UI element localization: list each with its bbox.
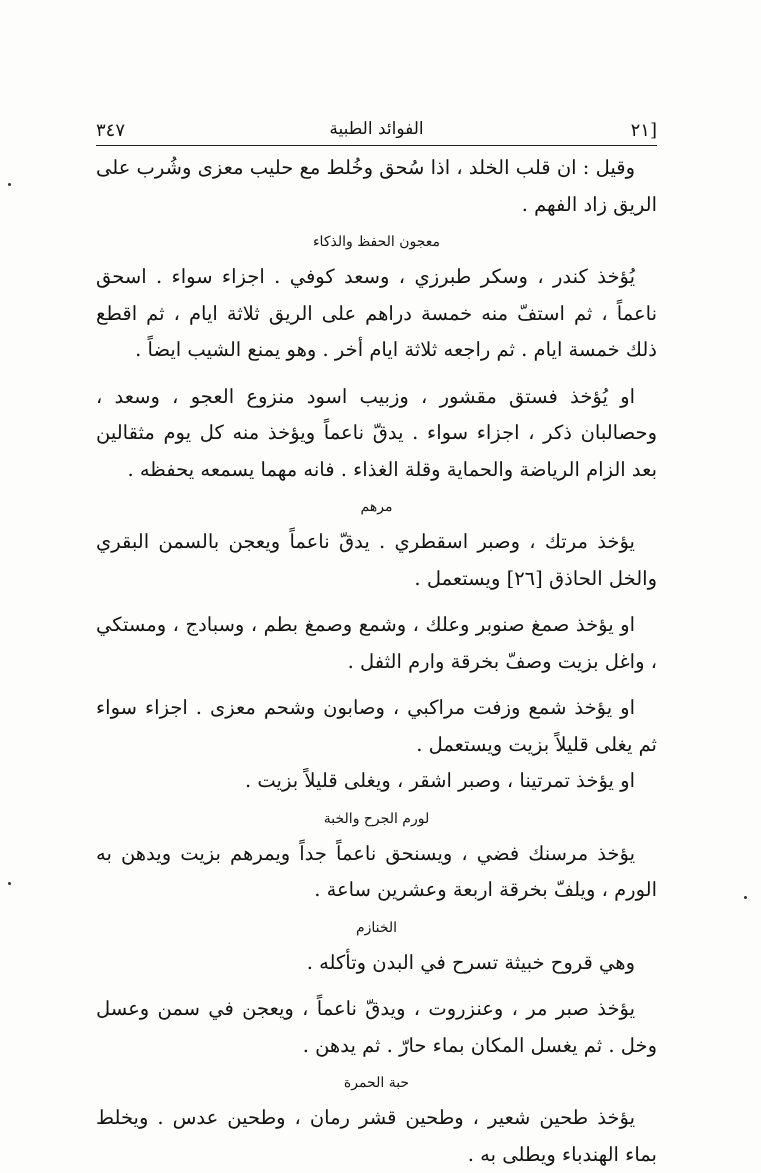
paragraph: يؤخذ صبر مر ، وعنزروت ، ويدقّ ناعماً ، ويعجن في سمن وعسل وخل . ثم يغسل المكان بماء حارّ . ثم يدهن . [96, 997, 657, 1057]
paragraph: وقيل : ان قلب الخلد ، اذا سُحق وخُلط مع حليب معزى وشُرب على الريق زاد الفهم . [96, 156, 657, 216]
scan-speck [744, 896, 747, 899]
paragraph: او يُؤخذ فستق مقشور ، وزبيب اسود منزوع العجو ، وسعد ، وحصالبان ذكر ، اجزاء سواء . يدقّ ناعماً ويؤخذ منه كل يوم مثقالين بعد الزام الرياضة والحماية وقلة الغذاء . فانه مهما يسمعه يحفظه . [96, 384, 657, 481]
section-heading: حبة الحمرة [343, 1075, 410, 1091]
section-heading: لورم الجرح والخبة [323, 810, 430, 827]
section-heading: الخنازم [355, 919, 398, 936]
page-number-right: [٢١ [630, 120, 657, 141]
section-heading: معجون الحفظ والذكاء [312, 234, 441, 250]
paragraph: يُؤخذ كندر ، وسكر طبرزي ، وسعد كوفي . اجزاء سواء . اسحق ناعماً ، ثم استفّ منه خمسة دراهم على الريق ثلاثة ايام ، ثم اقطع ذلك خمسة ايام . ثم راجعه ثلاثة ايام أخر . وهو يمنع الشيب ايضاً . [96, 265, 657, 361]
running-header [96, 108, 657, 146]
paragraph: او يؤخذ تمرتينا ، وصبر اشقر ، ويغلى قليلاً بزيت . [244, 769, 635, 792]
scan-speck [8, 882, 11, 885]
paragraph: وهي قروح خبيثة تسرح في البدن وتأكله . [306, 950, 635, 974]
running-title: الفوائد الطبية [329, 119, 424, 139]
section-heading: مرهم [360, 499, 393, 515]
paragraph: او يؤخذ صمغ صنوبر وعلك ، وشمع وصمغ بطم ، وسبادج ، ومستكي ، واغل بزيت وصفّ بخرقة وارم الثفل . [96, 613, 657, 673]
paragraph: يؤخذ طحين شعير ، وطحين قشر رمان ، وطحين عدس . ويخلط بماء الهندباء ويطلى به . [96, 1106, 657, 1166]
scan-speck [8, 183, 11, 186]
paragraph: او يؤخذ شمع وزفت مراكبي ، وصابون وشحم معزى . اجزاء سواء ثم يغلى قليلاً بزيت ويستعمل . [96, 696, 657, 756]
paragraph: يؤخذ مرسنك فضي ، ويسنحق ناعماً جداً ويمرهم بزيت ويدهن به الورم ، ويلفّ بخرقة اربعة وعشرين ساعة . [96, 841, 657, 901]
page-number-left: ٣٤٧ [96, 120, 126, 141]
paragraph: يؤخذ مرتك ، وصبر اسقطري . يدقّ ناعماً ويعجن بالسمن البقري والخل الحاذق [٢٦] ويستعمل . [96, 530, 657, 590]
page-body [96, 150, 657, 1173]
